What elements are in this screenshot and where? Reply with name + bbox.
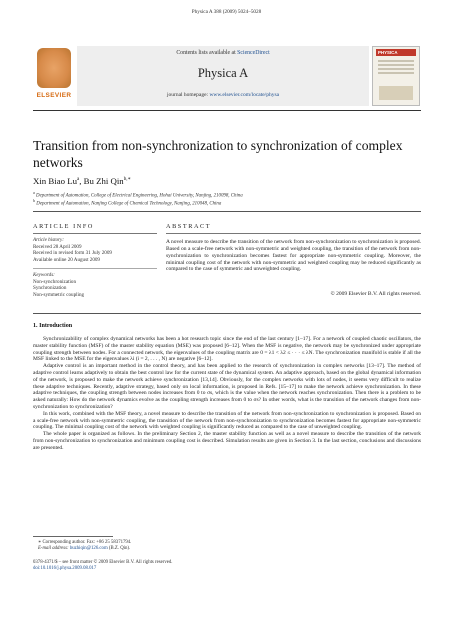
doi-link[interactable]: doi:10.1016/j.physa.2009.08.017 [33, 566, 97, 572]
cover-image [379, 86, 413, 100]
keyword-item: Non-symmetric coupling [33, 291, 85, 298]
footnotes [38, 540, 131, 552]
elsevier-tree-icon [37, 48, 71, 88]
contents-line [77, 50, 369, 56]
email-suffix: (B.Z. Qin). [107, 546, 131, 552]
issn-line: 0378-4371/$ – see front matter © 2009 Elsevier B.V. All rights reserved. [33, 560, 173, 565]
footnote-divider [33, 536, 113, 537]
article-history [33, 237, 157, 263]
author-affil-mark[interactable]: b,∗ [123, 177, 131, 183]
email-note [38, 546, 131, 552]
header-banner [77, 46, 369, 106]
email-link[interactable]: buzhiqin@126.com [69, 546, 108, 552]
author-separator: , [79, 176, 84, 186]
divider [33, 211, 421, 212]
paragraph: Synchronizability of complex dynamical networks has been a hot research topic since the end of the last century [1–17]. For a network of coupled chaotic oscillators, the master stability function (MSF) of the master stability equation (MSE) was proposed [6–12]. When the MSF is negative, the network may be synchronized under appropriate coupling strength between nodes. For a connected network, the eigenvalues of the coupling matrix are 0 = λ1 < λ2 ≤ · · · ≤ λN. The synchronization manifold is stable if all the MSF linked to the MSE for the eigenvalues λi (i = 2, . . . , N) are negative [6–12]. [33, 336, 421, 363]
abstract-text: A novel measure to describe the transition of the network from non-synchronization to synchronization is proposed. Based on a scale-free network with non-symmetric and weighted coupling, the transition of the network from non-synchronization to synchronization becomes fastest for appropriate non-symmetric coupling. Moreover, the minimal coupling cost of the network with non-symmetric and weighted coupling may be reduced significantly as compared to the case of symmetric and unweighted coupling. [166, 239, 421, 273]
divider [33, 233, 157, 234]
journal-cover-thumbnail[interactable] [372, 46, 420, 106]
paragraph: Adaptive control is an important method in the control theory, and has been applied to the research of synchronization in complex networks [13–17]. The method of adaptive control learns adaptively to obtain the best control law for the current state of the dynamical system. An adaptive approach, based on the global dynamical information of the network, is proposed to make the network achieve synchronization [13,14]. Obviously, for the complex networks with lots of nodes, it seems very difficult to realize these adaptive techniques. Recently, adaptive strategy, based only on local information, is proposed in Refs. [15–17] to make the network achieve synchronization. In these adaptive techniques, the coupling strength between nodes increases from 0 to σs, which is the value when the network reaches synchronization. Then there is a problem to be asked naturally: How do the network dynamics evolve as the coupling strength increases from 0 to σs? In other words, what is the transition of the network changes from non-synchronization to synchronization? [33, 363, 421, 410]
homepage-link[interactable]: www.elsevier.com/locate/physa [209, 92, 280, 98]
affiliation-text: Department of Automation, Nanjing College of Chemical Technology, Nanjing, 210048, China [36, 201, 222, 207]
homepage-prefix: journal homepage: [166, 92, 210, 98]
imprint [33, 560, 172, 572]
author-affil-mark[interactable]: a [76, 177, 80, 183]
contents-prefix: Contents lists available at [176, 50, 238, 56]
author-name[interactable]: Xin Biao Lu [33, 176, 77, 186]
cover-band-text: PHYSICA [378, 49, 398, 55]
journal-header [33, 44, 421, 111]
sciencedirect-link[interactable]: ScienceDirect [237, 50, 270, 56]
elsevier-logo[interactable] [33, 44, 75, 110]
author-name[interactable]: Bu Zhi Qin [83, 176, 124, 186]
keywords [33, 272, 157, 298]
author-list [33, 176, 131, 186]
email-label: E-mail address: [38, 546, 70, 552]
introduction-heading: 1. Introduction [33, 323, 73, 329]
divider [33, 268, 157, 269]
paragraph: The whole paper is organized as follows. In the preliminary Section 2, the master stability function as well as a novel measure to describe the transition of the network from non-synchronization to synchronization and minimum coupling cost is described. Simulation results are given in Section 3. In the last section, conclusions and discussions are presented. [33, 431, 421, 451]
keyword-item: Non-synchronization [33, 278, 77, 285]
history-item: Received 28 April 2009 [33, 243, 82, 250]
introduction-body [33, 336, 421, 452]
paragraph: In this work, combined with the MSF theory, a novel measure to describe the transition of the network from non-synchronization to synchronization is proposed. Based on a scale-free network with non-symmetric coupling, the transition of the network from non-synchronization to synchronization becomes fastest for appropriate non-symmetric coupling. The minimal coupling cost of the network with weighted coupling is significantly reduced as compared to the case of unweighted coupling. [33, 410, 421, 431]
publisher-name: ELSEVIER [36, 92, 72, 99]
article-info-heading: ARTICLE INFO [33, 223, 94, 230]
footnote-mark: ∗ [38, 540, 42, 545]
keyword-item: Synchronization [33, 285, 67, 291]
affiliation-b [33, 198, 221, 207]
history-item: Received in revised form 31 July 2009 [33, 250, 112, 256]
affiliation-mark: a [33, 190, 35, 195]
abstract-heading: ABSTRACT [166, 223, 212, 230]
footnote-text: Corresponding author. Fax: +86 25 58371794. [42, 540, 132, 545]
keywords-label: Keywords: [33, 272, 55, 278]
journal-name: Physica A [197, 66, 249, 80]
history-item: Available online 20 August 2009 [33, 256, 100, 263]
journal-reference: Physica A 388 (2009) 5024–5028 [191, 9, 262, 15]
divider [33, 313, 421, 314]
divider [166, 233, 421, 234]
article-title: Transition from non-synchronization to synchronization of complex networks [33, 138, 403, 170]
copyright-notice: © 2009 Elsevier B.V. All rights reserved. [330, 291, 421, 297]
cover-lines [378, 60, 414, 76]
affiliation-mark: b [33, 198, 36, 203]
history-label: Article history: [33, 237, 64, 243]
homepage-line [77, 92, 369, 98]
affiliation-text: Department of Automation, College of Electrical Engineering, Hohai University, Nanjing, 210098, China [36, 193, 243, 199]
